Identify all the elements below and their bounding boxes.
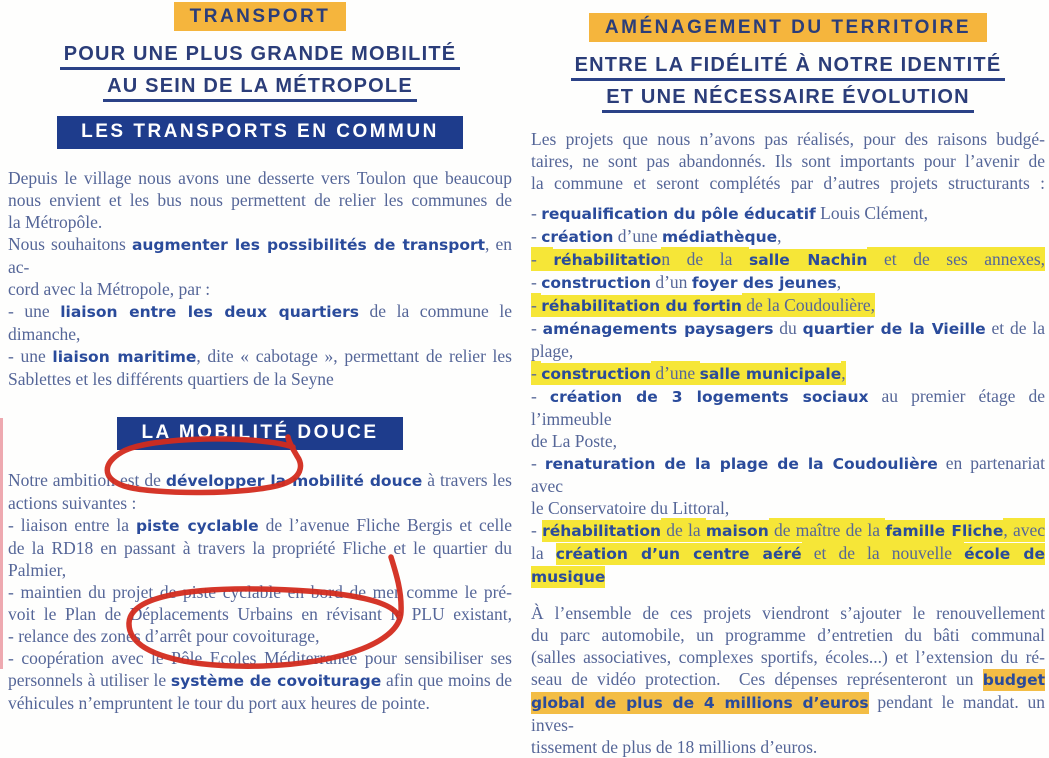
amenagement-subtitle-line2: ET UNE NÉCESSAIRE ÉVOLUTION — [602, 87, 974, 113]
text-line: - création d’une médiathèque, — [531, 226, 782, 246]
transports-banner-row — [8, 116, 512, 149]
text-line: - réhabilitation de la maison de maître de la famille Fliche, avec — [531, 520, 1045, 540]
text-line: - maintien du projet de piste cyclable en bord de mer comme le pré- — [8, 582, 512, 602]
text-line: de La Poste, — [531, 431, 618, 451]
text-line: - requalification du pôle éducatif Louis Clément, — [531, 203, 929, 223]
text-line: le Conservatoire du Littoral, — [531, 498, 730, 518]
text-line: tissement de plus de 18 millions d’euros. — [531, 737, 818, 757]
transport-tag-row — [8, 2, 512, 31]
text-line: Palmier, — [8, 560, 67, 580]
text-line: - construction d’une salle municipale, — [531, 363, 846, 383]
text-line: la Métropôle. — [8, 212, 103, 232]
text-line: Depuis le village nous avons une desserte vers Toulon que beaucoup — [8, 168, 512, 188]
text-line: plage, — [531, 341, 574, 361]
transport-subtitle-line1: POUR UNE PLUS GRANDE MOBILITÉ — [60, 44, 461, 70]
text-line: - une liaison maritime, dite « cabotage », permettant de relier les — [8, 346, 512, 366]
amenagement-subtitle-row1 — [531, 49, 1045, 81]
text-line: actions suivantes : — [8, 493, 137, 513]
text-line: seau de vidéo protection. Ces dépenses représenteront un budget — [531, 669, 1045, 689]
transport-subtitle-row1 — [8, 38, 512, 70]
amenagement-tag-row — [531, 13, 1045, 42]
text-line: de la RD18 en passant à travers la propriété Fliche et le quartier du — [8, 538, 512, 558]
text-line: - coopération avec le Pôle Ecoles Méditerranée pour sensibiliser ses — [8, 648, 512, 668]
text-line: - une liaison entre les deux quartiers de la commune le dimanche, — [8, 301, 512, 344]
transport-subtitle — [8, 38, 512, 102]
mobilite-douce-banner: LA MOBILITÉ DOUCE — [117, 417, 402, 450]
right-column — [531, 0, 1045, 758]
projets-outro-paragraph — [531, 602, 1045, 758]
text-line: - aménagements paysagers du quartier de la Vieille et de la — [531, 318, 1045, 338]
text-line: - création de 3 logements sociaux au premier étage de l’immeuble — [531, 386, 1045, 429]
text-line: Nous souhaitons augmenter les possibilités de transport, en ac- — [8, 234, 512, 277]
text-line: - réhabilitation de la salle Nachin et de ses annexes, — [531, 249, 1045, 269]
transport-subtitle-row2 — [8, 70, 512, 102]
scan-edge-artifact — [0, 418, 3, 669]
text-line: taires, ne sont pas abandonnés. Ils sont importants pour l’avenir de — [531, 151, 1045, 171]
text-line: - construction d’un foyer des jeunes, — [531, 272, 842, 292]
text-line: la commune et seront complétés par d’autres projets structurants : — [531, 173, 1045, 193]
amenagement-section-tag: AMÉNAGEMENT DU TERRITOIRE — [589, 13, 987, 42]
left-column — [8, 0, 512, 714]
text-line: - relance des zones d’arrêt pour covoiturage, — [8, 626, 320, 646]
text-line: la création d’un centre aéré et de la nouvelle école de musique — [531, 543, 1045, 586]
text-line: véhicules n’empruntent le tour du port aux heures de pointe. — [8, 693, 430, 713]
text-line: voit le Plan de Déplacements Urbains en révisant le PLU existant, — [8, 604, 512, 624]
text-line: cord avec la Métropole, par : — [8, 279, 211, 299]
text-line: global de plus de 4 millions d’euros pendant le mandat. un inves- — [531, 692, 1045, 735]
transports-en-commun-banner: LES TRANSPORTS EN COMMUN — [57, 116, 463, 149]
amenagement-subtitle-row2 — [531, 81, 1045, 113]
text-line: du parc automobile, un programme d’entretien du bâti communal — [531, 625, 1045, 645]
text-line: - liaison entre la piste cyclable de l’avenue Fliche Bergis et celle — [8, 515, 512, 535]
transport-subtitle-line2: AU SEIN DE LA MÉTROPOLE — [103, 76, 417, 102]
text-line: Les projets que nous n’avons pas réalisés, pour des raisons budgé- — [531, 129, 1045, 149]
text-line: - renaturation de la plage de la Coudoulière en partenariat avec — [531, 453, 1046, 496]
transport-section-tag: TRANSPORT — [174, 2, 347, 31]
mobilite-actions-paragraph — [8, 469, 512, 714]
text-line: personnels à utiliser le système de covoiturage afin que moins de — [8, 670, 512, 690]
text-line: Notre ambition est de développer la mobilité douce à travers les — [8, 470, 512, 490]
text-line: nous envient et les bus nous permettent de relier les communes de — [8, 190, 512, 210]
text-line: - réhabilitation du fortin de la Coudoulière, — [531, 295, 876, 315]
text-line: (salles associatives, complexes sportifs, écoles...) et l’extension du ré- — [531, 647, 1045, 667]
amenagement-subtitle — [531, 49, 1045, 113]
text-line: Sablettes et les différents quartiers de la Seyne — [8, 369, 334, 389]
transports-intro-paragraph — [8, 167, 512, 390]
text-line: À l’ensemble de ces projets viendront s’ajouter le renouvellement — [531, 603, 1045, 623]
amenagement-subtitle-line1: ENTRE LA FIDÉLITÉ À NOTRE IDENTITÉ — [571, 55, 1006, 81]
projets-list — [531, 202, 1045, 588]
mobilite-banner-row — [8, 417, 512, 450]
projets-intro-paragraph — [531, 128, 1045, 194]
